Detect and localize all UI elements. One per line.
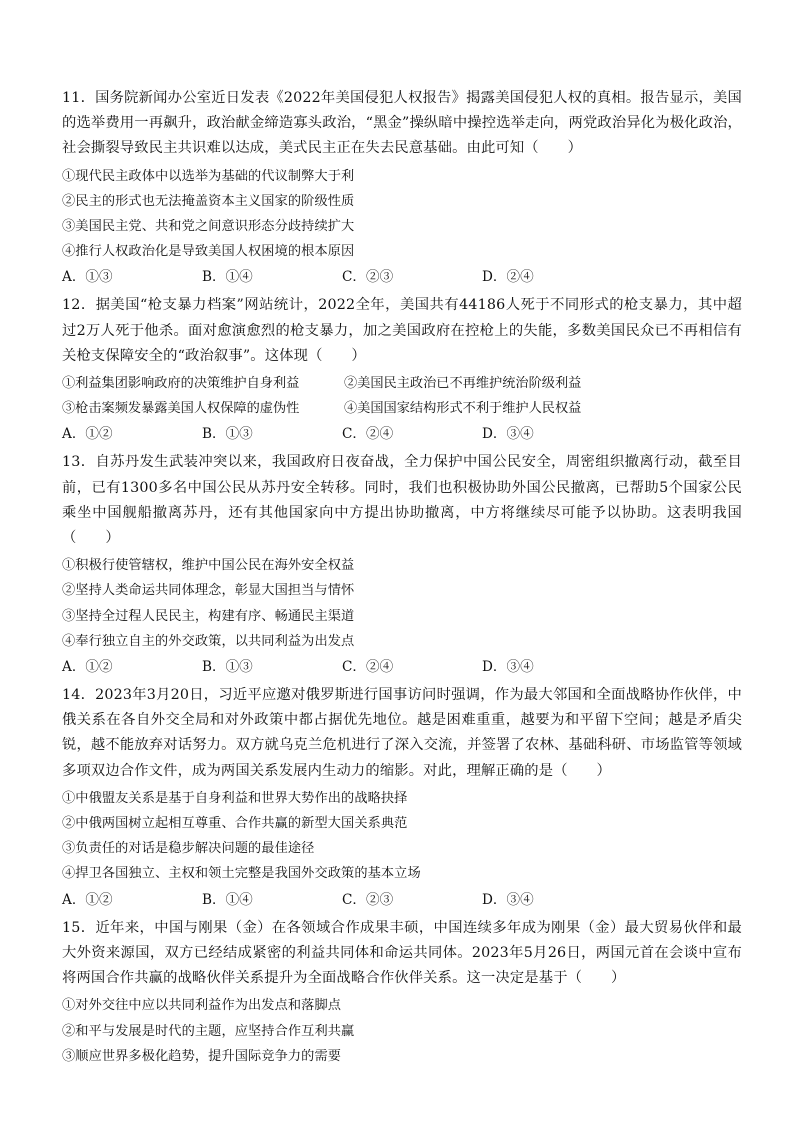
option-statement-2: ②坚持人类命运共同体理念，彰显大国担当与情怀: [62, 583, 355, 599]
answer-a[interactable]: A．①③: [62, 269, 113, 286]
question-11: [62, 86, 742, 290]
option-statement-3: ③负责任的对话是稳步解决问题的最佳途径: [62, 841, 315, 857]
option-statement-3: ③美国民主党、共和党之间意识形态分歧持续扩大: [62, 219, 355, 235]
option-statement-3: ③顺应世界多极化趋势，提升国际竞争力的需要: [62, 1048, 342, 1064]
answer-d[interactable]: D．③④: [482, 891, 534, 908]
answer-d[interactable]: D．③④: [482, 659, 534, 676]
question-13: [62, 450, 742, 680]
answer-a[interactable]: A．①②: [62, 426, 113, 443]
question-stem: 13．自苏丹发生武装冲突以来，我国政府日夜奋战，全力保护中国公民安全，周密组织撤离行动，截至目前，已有1300多名中国公民从苏丹安全转移。同时，我们也积极协助外国公民撤离，已帮助5个国家公民乘坐中国舰船撤离苏丹，还有其他国家向中方提出协助撤离，中方将继续尽可能予以协助。这表明我国（ ）: [62, 454, 742, 547]
answer-choices: [62, 887, 742, 913]
answer-a[interactable]: A．①②: [62, 891, 113, 908]
option-statement-3: ③坚持全过程人民民主，构建有序、畅通民主渠道: [62, 608, 355, 624]
option-statement-1: ①现代民主政体中以选举为基础的代议制弊大于利: [62, 168, 355, 184]
answer-choices: [62, 421, 742, 447]
option-statement-4: ④捍卫各国独立、主权和领土完整是我国外交政策的基本立场: [62, 866, 421, 882]
answer-c[interactable]: C．②③: [342, 891, 394, 908]
question-stem: 14．2023年3月20日，习近平应邀对俄罗斯进行国事访问时强调，作为最大邻国和全面战略协作伙伴，中俄关系在各自外交全局和对外政策中都占据优先地位。越是困难重重，越要为和平留下空间；越是矛盾尖锐，越不能放弃对话努力。双方就乌克兰危机进行了深入交流，并签署了农林、基础科研、市场监管等领域多项双边合作文件，成为两国关系发展内生动力的缩影。对此，理解正确的是（ ）: [62, 687, 742, 779]
answer-choices: [62, 264, 742, 290]
option-statement-2: ②和平与发展是时代的主题，应坚持合作互利共赢: [62, 1023, 355, 1039]
answer-c[interactable]: C．②③: [342, 269, 394, 286]
exam-page: [62, 86, 742, 1069]
answer-b[interactable]: B．①③: [202, 659, 253, 676]
option-row: [62, 396, 742, 421]
question-14: [62, 683, 742, 913]
option-statement-1: ①中俄盟友关系是基于自身利益和世界大势作出的战略抉择: [62, 790, 408, 806]
answer-b[interactable]: B．①④: [202, 891, 253, 908]
option-statement-2: ②中俄两国树立起相互尊重、合作共赢的新型大国关系典范: [62, 816, 408, 832]
question-15: [62, 916, 742, 1069]
option-row: [62, 371, 742, 396]
option-statement-4: ④推行人权政治化是导致美国人权困境的根本原因: [62, 244, 355, 260]
option-statement-2: ②美国民主政治已不再维护统治阶级利益: [344, 376, 582, 392]
option-statement-3: ③枪击案频发暴露美国人权保障的虚伪性: [62, 401, 300, 417]
question-stem: 11．国务院新闻办公室近日发表《2022年美国侵犯人权报告》揭露美国侵犯人权的真相。报告显示，美国的选举费用一再飙升，政治献金缔造寡头政治，“黑金”操纵暗中操控选举走向，两党政治异化为极化政治，社会撕裂导致民主共识难以达成，美式民主正在失去民意基础。由此可知（ ）: [62, 90, 742, 157]
answer-b[interactable]: B．①③: [202, 426, 253, 443]
answer-d[interactable]: D．②④: [482, 269, 534, 286]
option-statement-4: ④美国国家结构形式不利于维护人民权益: [344, 401, 582, 417]
answer-c[interactable]: C．②④: [342, 426, 394, 443]
answer-a[interactable]: A．①②: [62, 659, 113, 676]
answer-c[interactable]: C．②④: [342, 659, 394, 676]
question-12: [62, 293, 742, 447]
answer-d[interactable]: D．③④: [482, 426, 534, 443]
option-statement-1: ①对外交往中应以共同利益作为出发点和落脚点: [62, 998, 342, 1014]
question-stem: 15．近年来，中国与刚果（金）在各领域合作成果丰硕，中国连续多年成为刚果（金）最大贸易伙伴和最大外资来源国，双方已经结成紧密的利益共同体和命运共同体。2023年5月26日，两国元首在会谈中宣布将两国合作共赢的战略伙伴关系提升为全面战略合作伙伴关系。这一决定是基于（ ）: [62, 919, 742, 987]
option-statement-1: ①利益集团影响政府的决策维护自身利益: [62, 376, 300, 392]
option-statement-2: ②民主的形式也无法掩盖资本主义国家的阶级性质: [62, 193, 355, 209]
question-stem: 12．据美国“枪支暴力档案”网站统计，2022全年，美国共有44186人死于不同形式的枪支暴力，其中超过2万人死于他杀。面对愈演愈烈的枪支暴力，加之美国政府在控枪上的失能，多数美国民众已不再相信有关枪支保障安全的“政治叙事”。这体现（ ）: [62, 297, 742, 364]
answer-choices: [62, 654, 742, 680]
answer-b[interactable]: B．①④: [202, 269, 253, 286]
option-statement-1: ①积极行使管辖权，维护中国公民在海外安全权益: [62, 558, 355, 574]
option-statement-4: ④奉行独立自主的外交政策，以共同利益为出发点: [62, 633, 355, 649]
